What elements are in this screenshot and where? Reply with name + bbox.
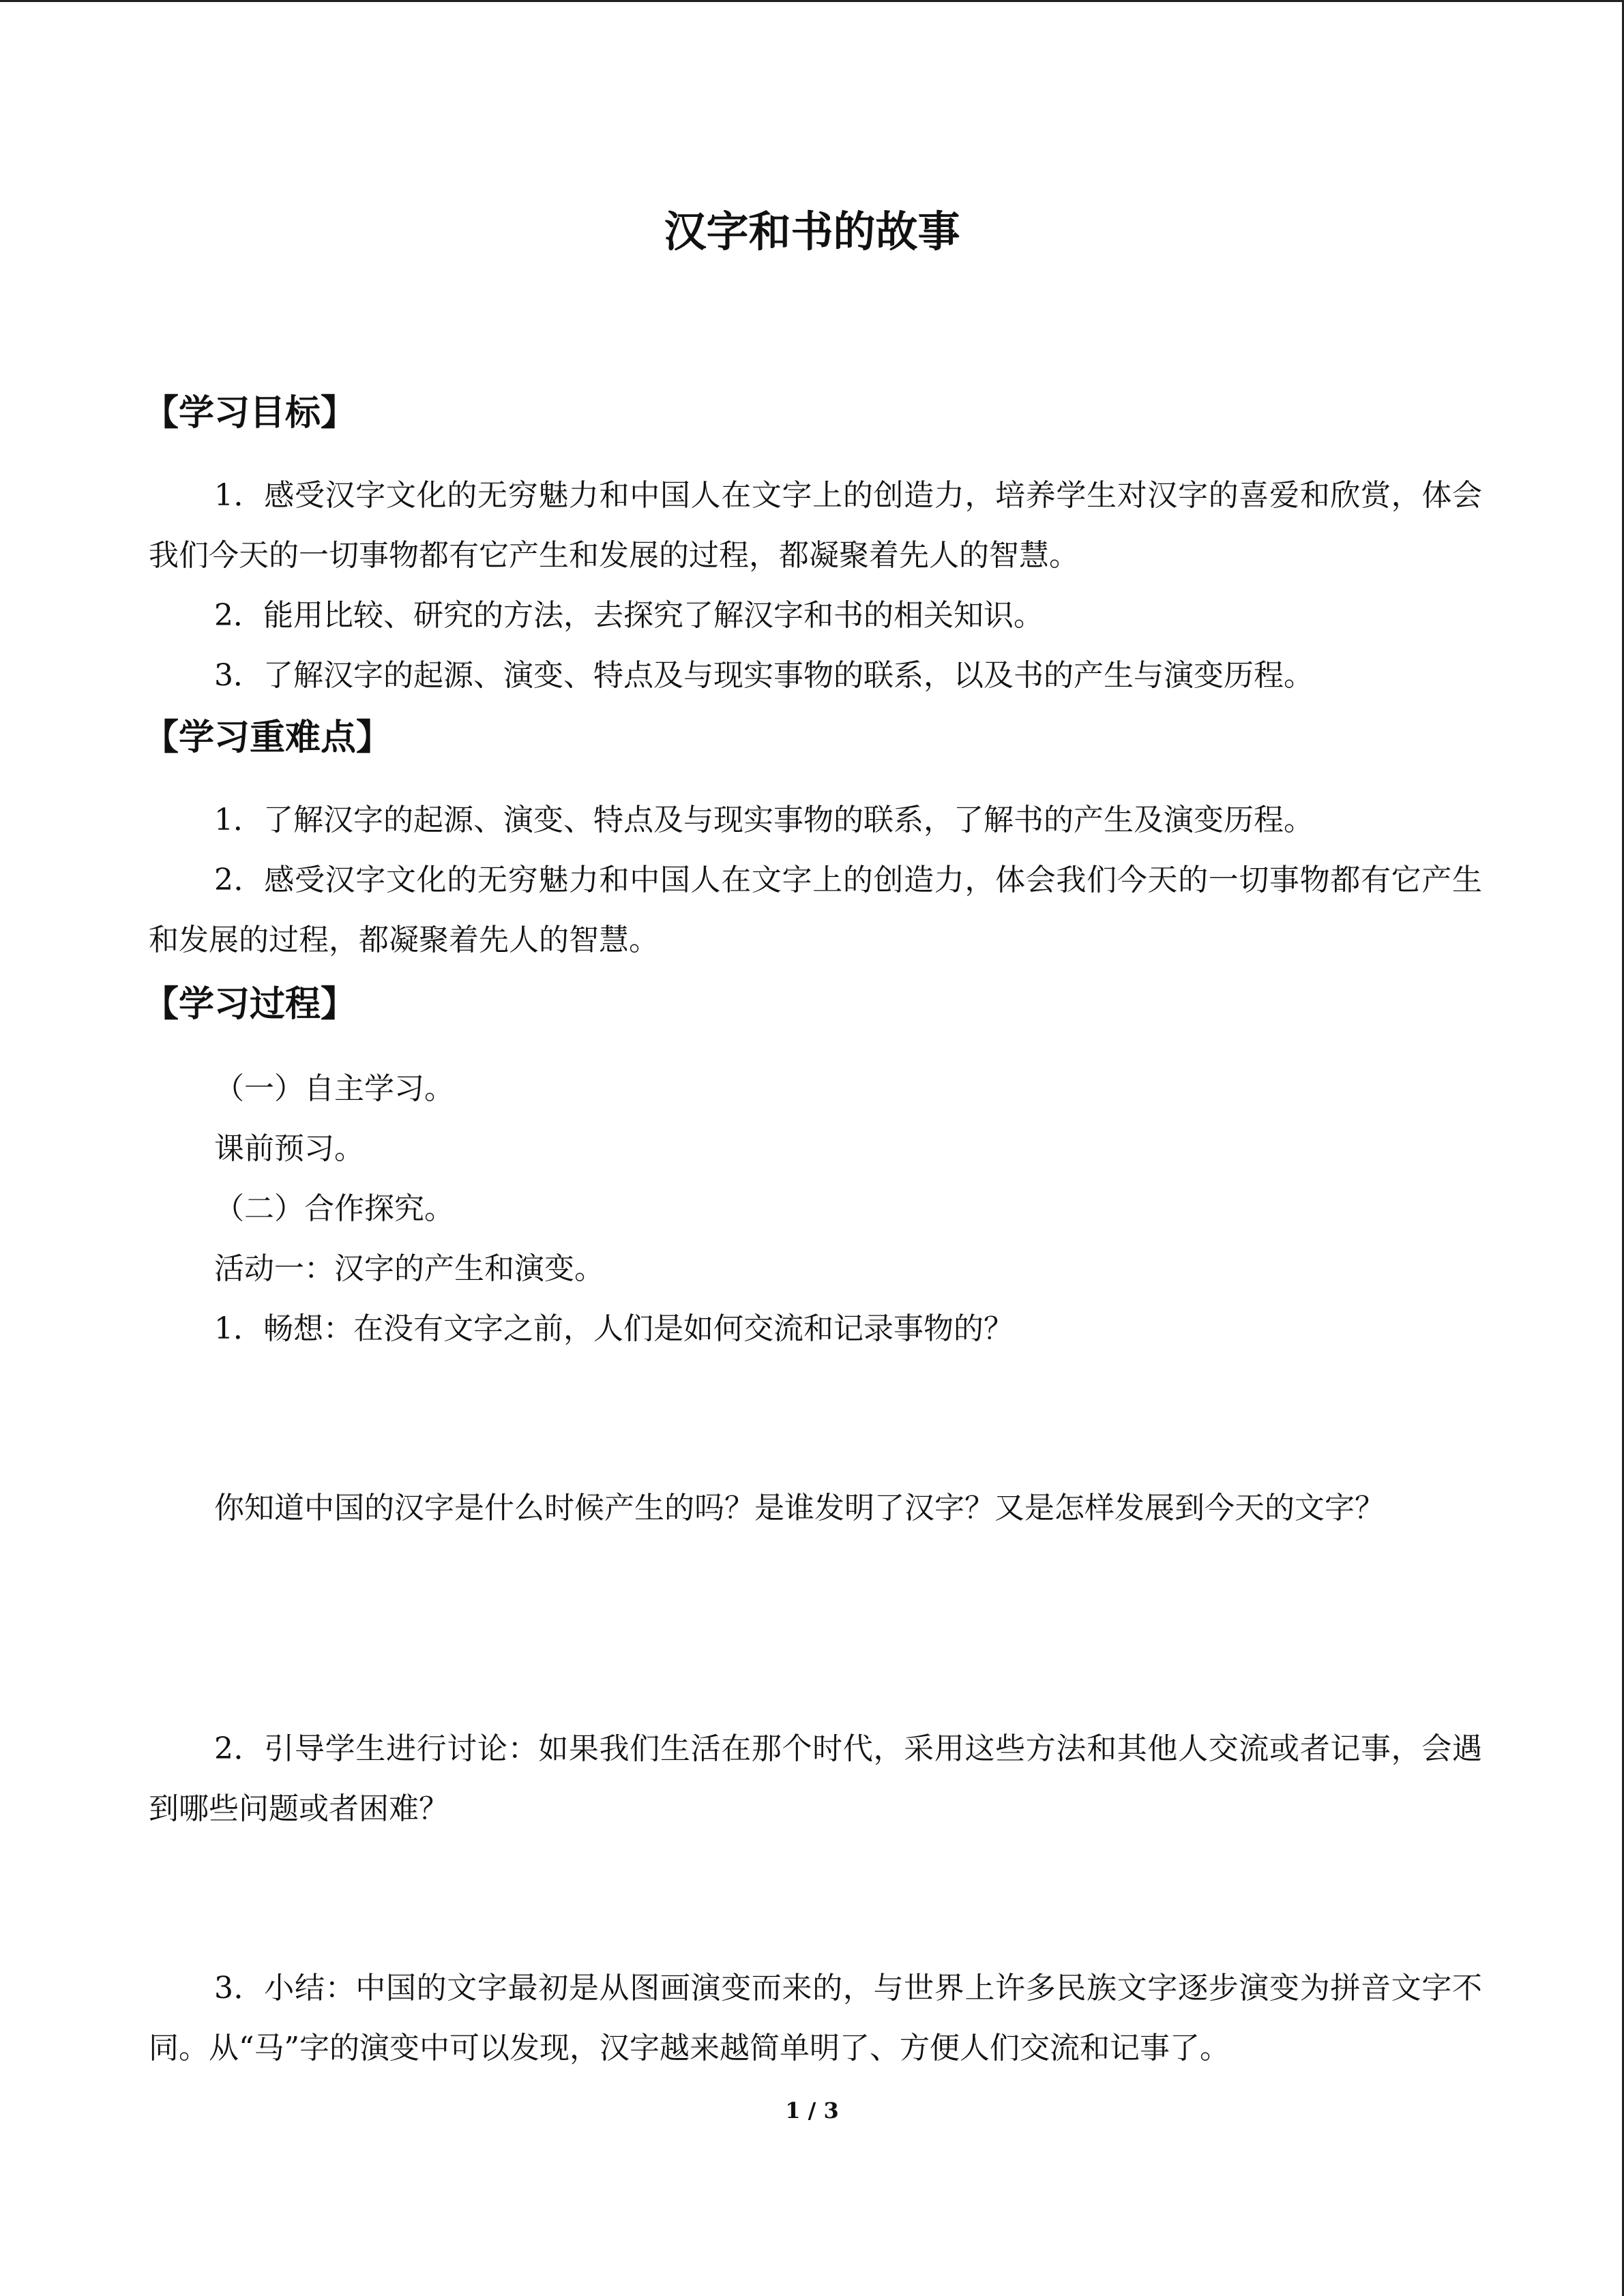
key-point-item-2: 2．感受汉字文化的无穷魅力和中国人在文字上的创造力，体会我们今天的一切事物都有它产生和发展的过程，都凝聚着先人的智慧。 [149, 863, 1482, 957]
top-border [0, 0, 1624, 2]
process-line-cooperation: （二）合作探究。 [214, 1191, 454, 1226]
process-line-question-1: 1．畅想：在没有文字之前，人们是如何交流和记录事物的？ [214, 1311, 1014, 1346]
goal-item-1: 1．感受汉字文化的无穷魅力和中国人在文字上的创造力，培养学生对汉字的喜爱和欣赏，体会我们今天的一切事物都有它产生和发展的过程，都凝聚着先人的智慧。 [149, 478, 1482, 573]
document-title: 汉字和书的故事 [664, 207, 960, 256]
goal-item-2: 2．能用比较、研究的方法，去探究了解汉字和书的相关知识。 [214, 598, 1044, 633]
goal-item-3: 3．了解汉字的起源、演变、特点及与现实事物的联系，以及书的产生与演变历程。 [214, 658, 1314, 693]
process-line-self-study: （一）自主学习。 [214, 1071, 454, 1106]
page-number: 1 / 3 [785, 2098, 839, 2123]
section-heading-process: 【学习过程】 [143, 984, 357, 1025]
process-paragraph-origin: 你知道中国的汉字是什么时候产生的吗？是谁发明了汉字？又是怎样发展到今天的文字？ [214, 1491, 1385, 1525]
key-point-item-1: 1．了解汉字的起源、演变、特点及与现实事物的联系，了解书的产生及演变历程。 [214, 803, 1314, 837]
process-line-preview: 课前预习。 [214, 1131, 364, 1166]
section-heading-goals: 【学习目标】 [143, 393, 357, 434]
process-paragraph-summary: 3．小结：中国的文字最初是从图画演变而来的，与世界上许多民族文字逐步演变为拼音文字不同。从“马”字的演变中可以发现，汉字越来越简单明了、方便人们交流和记事了。 [149, 1971, 1482, 2066]
section-heading-key-points: 【学习重难点】 [143, 717, 392, 758]
process-line-activity-one: 活动一：汉字的产生和演变。 [214, 1251, 604, 1286]
process-paragraph-discussion: 2．引导学生进行讨论：如果我们生活在那个时代，采用这些方法和其他人交流或者记事，会遇到哪些问题或者困难？ [149, 1731, 1482, 1826]
